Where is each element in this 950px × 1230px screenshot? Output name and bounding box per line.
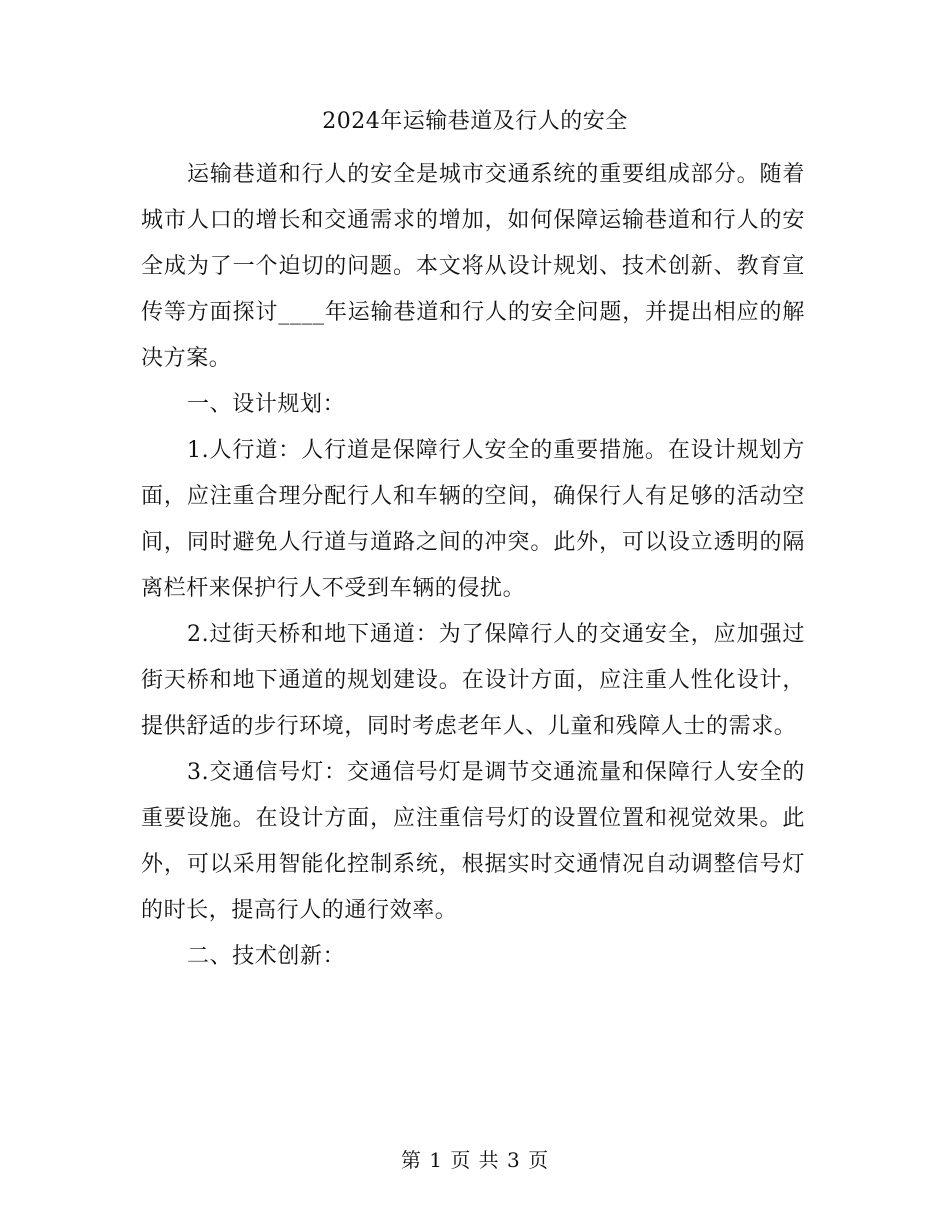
list-item-overpass-underpass: 2.过街天桥和地下通道：为了保障行人的交通安全，应加强过街天桥和地下通道的规划建设。在设计方面，应注重人性化设计，提供舒适的步行环境，同时考虑老年人、儿童和残障人士的需求。 xyxy=(141,622,805,739)
list-item-traffic-signal: 3.交通信号灯：交通信号灯是调节交通流量和保障行人安全的重要设施。在设计方面，应注重信号灯的设置位置和视觉效果。此外，可以采用智能化控制系统，根据实时交通情况自动调整信号灯的时长，提高行人的通行效率。 xyxy=(141,760,805,923)
section-heading-design-planning: 一、设计规划： xyxy=(187,392,346,417)
section-heading-technical-innovation: 二、技术创新： xyxy=(187,944,346,969)
intro-paragraph: 运输巷道和行人的安全是城市交通系统的重要组成部分。随着城市人口的增长和交通需求的增加，如何保障运输巷道和行人的安全成为了一个迫切的问题。本文将从设计规划、技术创新、教育宣传等方面探讨____年运输巷道和行人的安全问题，并提出相应的解决方案。 xyxy=(141,162,805,371)
page-title: 2024年运输巷道及行人的安全 xyxy=(322,109,628,134)
list-item-sidewalk: 1.人行道：人行道是保障行人安全的重要措施。在设计规划方面，应注重合理分配行人和车辆的空间，确保行人有足够的活动空间，同时避免人行道与道路之间的冲突。此外，可以设立透明的隔离栏杆来保护行人不受到车辆的侵扰。 xyxy=(141,438,805,601)
page-number-footer: 第 1 页 共 3 页 xyxy=(400,1148,550,1172)
document-body xyxy=(141,152,805,980)
